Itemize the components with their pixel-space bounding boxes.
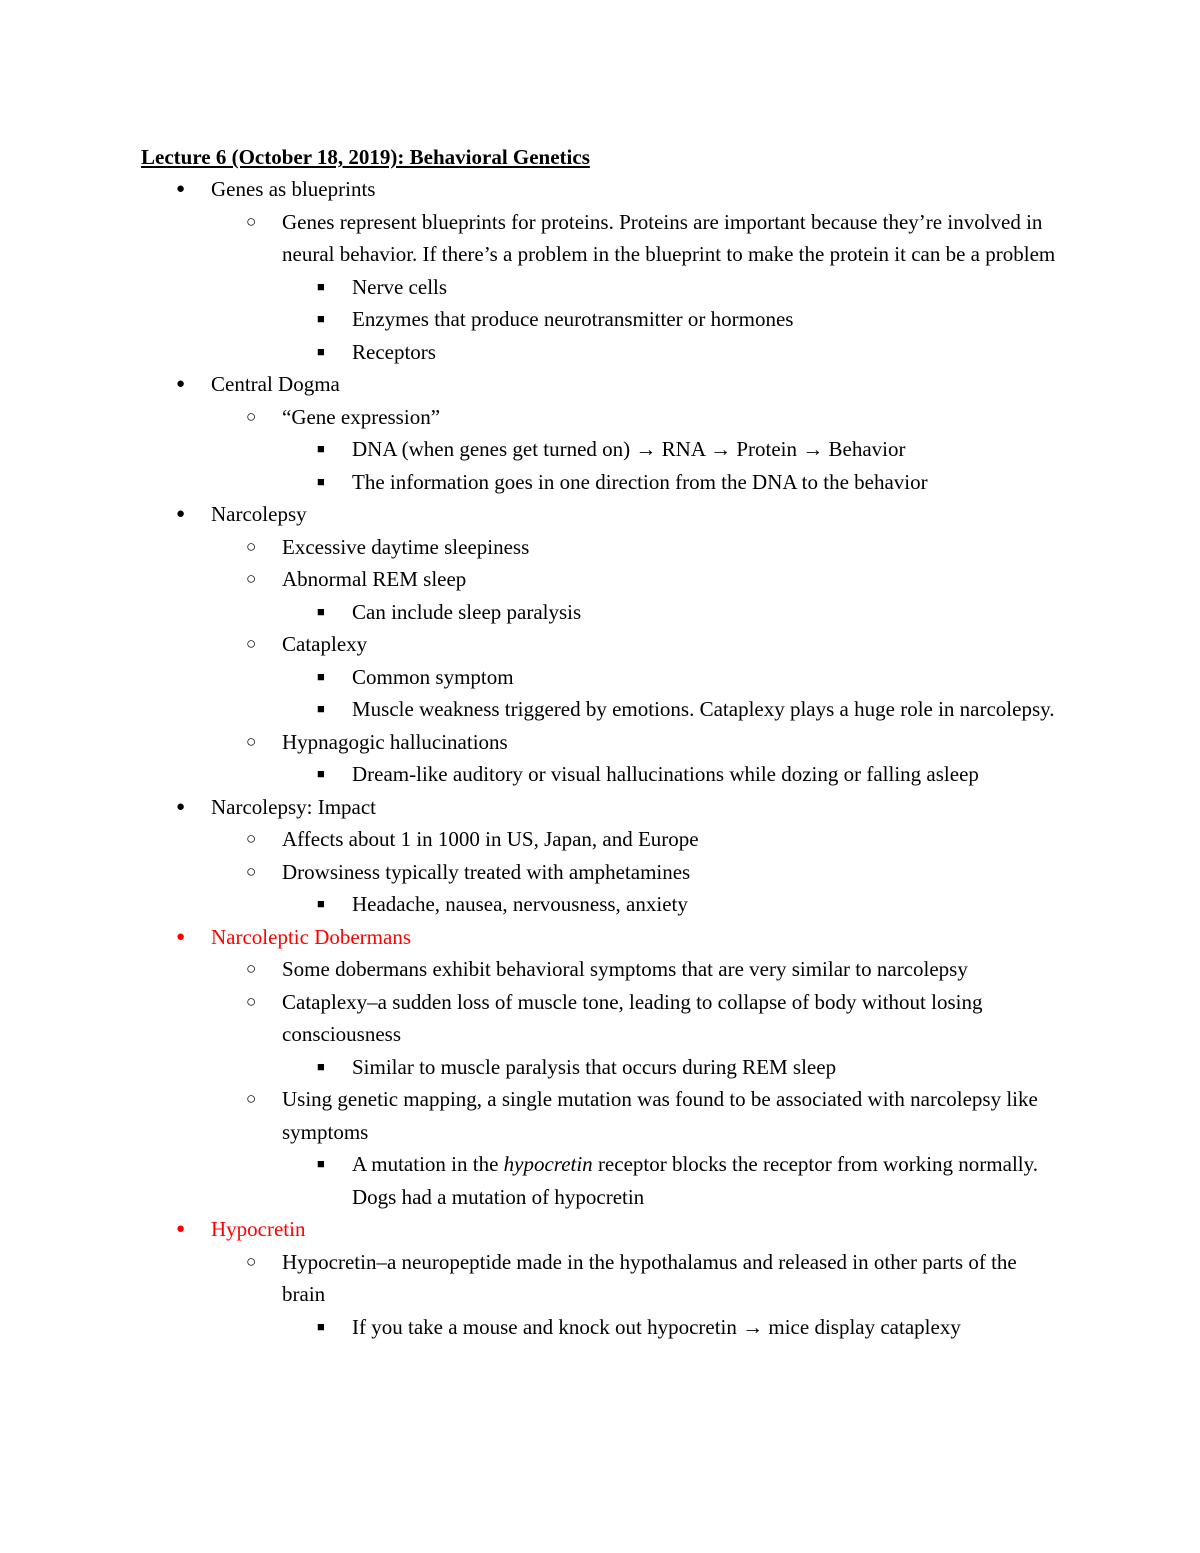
list-item (0, 206, 1200, 271)
list-item (0, 791, 1200, 824)
list-item (0, 336, 1200, 369)
list-item-text: Excessive daytime sleepiness (282, 534, 530, 559)
list-item (0, 1083, 1200, 1148)
list-item-text: Cataplexy–a sudden loss of muscle tone, leading to collapse of body without losing consciousness (282, 989, 983, 1046)
bullet-icon: ■ (317, 1156, 325, 1171)
bullet-icon: ● (176, 798, 186, 815)
list-item-text: If you take a mouse and knock out hypocretin → mice display cataplexy (352, 1314, 961, 1339)
list-item (0, 823, 1200, 856)
list-item (0, 466, 1200, 499)
page-title: Lecture 6 (October 18, 2019): Behavioral Genetics (141, 145, 590, 169)
list-item-text: Hypocretin–a neuropeptide made in the hypothalamus and released in other parts of the brain (282, 1249, 1017, 1306)
list-item (0, 596, 1200, 629)
bullet-icon: ■ (317, 311, 325, 326)
bullet-icon: ○ (246, 536, 257, 556)
bullet-icon: ■ (317, 473, 325, 489)
list-item (0, 271, 1200, 304)
list-item (0, 1311, 1200, 1344)
list-item-text: DNA (when genes get turned on) → RNA → Protein → Behavior (352, 437, 906, 461)
list-item (0, 953, 1200, 986)
list-item-text: Receptors (352, 339, 436, 364)
list-item (0, 498, 1200, 531)
list-item-text: Hypocretin (211, 1217, 306, 1241)
list-item (0, 1246, 1200, 1311)
list-item (0, 628, 1200, 661)
bullet-icon: ○ (246, 569, 257, 588)
bullet-icon: ■ (317, 1058, 325, 1074)
list-item-text: Narcolepsy: Impact (211, 794, 377, 819)
list-item-text: Central Dogma (211, 372, 340, 396)
list-item-text: Muscle weakness triggered by emotions. Cataplexy plays a huge role in narcolepsy. (352, 697, 1055, 721)
list-item-text: Dream-like auditory or visual hallucinations while dozing or falling asleep (352, 762, 979, 786)
list-item-text: The information goes in one direction from the DNA to the behavior (352, 469, 928, 494)
list-item-text: Some dobermans exhibit behavioral symptoms that are very similar to narcolepsy (282, 957, 968, 981)
bullet-icon: ○ (246, 1251, 257, 1271)
bullet-icon: ○ (246, 634, 257, 653)
list-item-text: Genes as blueprints (211, 177, 376, 201)
list-item (0, 433, 1200, 466)
list-item-text: Nerve cells (352, 274, 448, 299)
list-item-text: Narcolepsy (211, 502, 307, 526)
list-item (0, 401, 1200, 434)
list-item (0, 888, 1200, 921)
bullet-icon: ○ (246, 959, 257, 978)
list-item-text: Abnormal REM sleep (282, 567, 467, 591)
bullet-icon: ○ (246, 1089, 257, 1108)
list-item (0, 661, 1200, 694)
list-item-text: Cataplexy (282, 632, 368, 656)
bullet-icon: ○ (246, 991, 257, 1011)
bullet-icon: ● (176, 1221, 186, 1237)
list-item-text: Similar to muscle paralysis that occurs during REM sleep (352, 1054, 837, 1079)
bullet-icon: ■ (317, 1318, 325, 1334)
list-item-text (352, 1152, 1038, 1209)
list-item-text: Hypnagogic hallucinations (282, 729, 508, 754)
notes-list (0, 173, 1200, 1343)
italic-term: hypocretin (503, 1152, 593, 1176)
list-item (0, 368, 1200, 401)
bullet-icon: ● (176, 928, 186, 945)
list-item-text: Drowsiness typically treated with amphetamines (282, 859, 691, 884)
bullet-icon: ○ (246, 861, 257, 881)
bullet-icon: ■ (317, 701, 325, 716)
list-item-text: Headache, nausea, nervousness, anxiety (352, 892, 688, 916)
list-item (0, 921, 1200, 954)
text-run: A mutation in the (352, 1152, 504, 1176)
list-item (0, 531, 1200, 564)
list-item (0, 1148, 1200, 1213)
bullet-icon: ○ (246, 731, 257, 751)
bullet-icon: ■ (317, 278, 325, 294)
bullet-icon: ■ (317, 766, 325, 781)
list-item (0, 303, 1200, 336)
bullet-icon: ■ (317, 896, 325, 911)
bullet-icon: ● (176, 506, 186, 522)
list-item (0, 758, 1200, 791)
list-item (0, 986, 1200, 1051)
list-item-text: Genes represent blueprints for proteins. Proteins are important because they’re involved in neural behavior. If there’s a problem in the blueprint to make the protein it can be a problem (282, 209, 1056, 266)
list-item-text: Narcoleptic Dobermans (211, 924, 412, 949)
bullet-icon: ○ (246, 829, 257, 848)
bullet-icon: ○ (246, 211, 257, 231)
list-item-text: Enzymes that produce neurotransmitter or hormones (352, 307, 794, 331)
text-run: receptor blocks the receptor from working normally. Dogs had a mutation of hypocretin (352, 1152, 1039, 1209)
list-item-text: Common symptom (352, 664, 514, 689)
bullet-icon: ● (176, 181, 186, 197)
list-item-text: Using genetic mapping, a single mutation was found to be associated with narcolepsy like symptoms (282, 1087, 1038, 1144)
list-item-text: “Gene expression” (282, 404, 441, 429)
list-item-text: Affects about 1 in 1000 in US, Japan, and Europe (282, 827, 699, 851)
list-item (0, 1051, 1200, 1084)
bullet-icon: ■ (317, 441, 325, 456)
list-item (0, 1213, 1200, 1246)
bullet-icon: ● (176, 376, 186, 392)
list-item (0, 726, 1200, 759)
bullet-icon: ■ (317, 603, 325, 619)
list-item (0, 173, 1200, 206)
bullet-icon: ■ (317, 343, 325, 359)
list-item-text: Can include sleep paralysis (352, 599, 582, 624)
list-item (0, 563, 1200, 596)
bullet-icon: ○ (246, 406, 257, 426)
list-item (0, 856, 1200, 889)
list-item (0, 693, 1200, 726)
bullet-icon: ■ (317, 668, 325, 684)
